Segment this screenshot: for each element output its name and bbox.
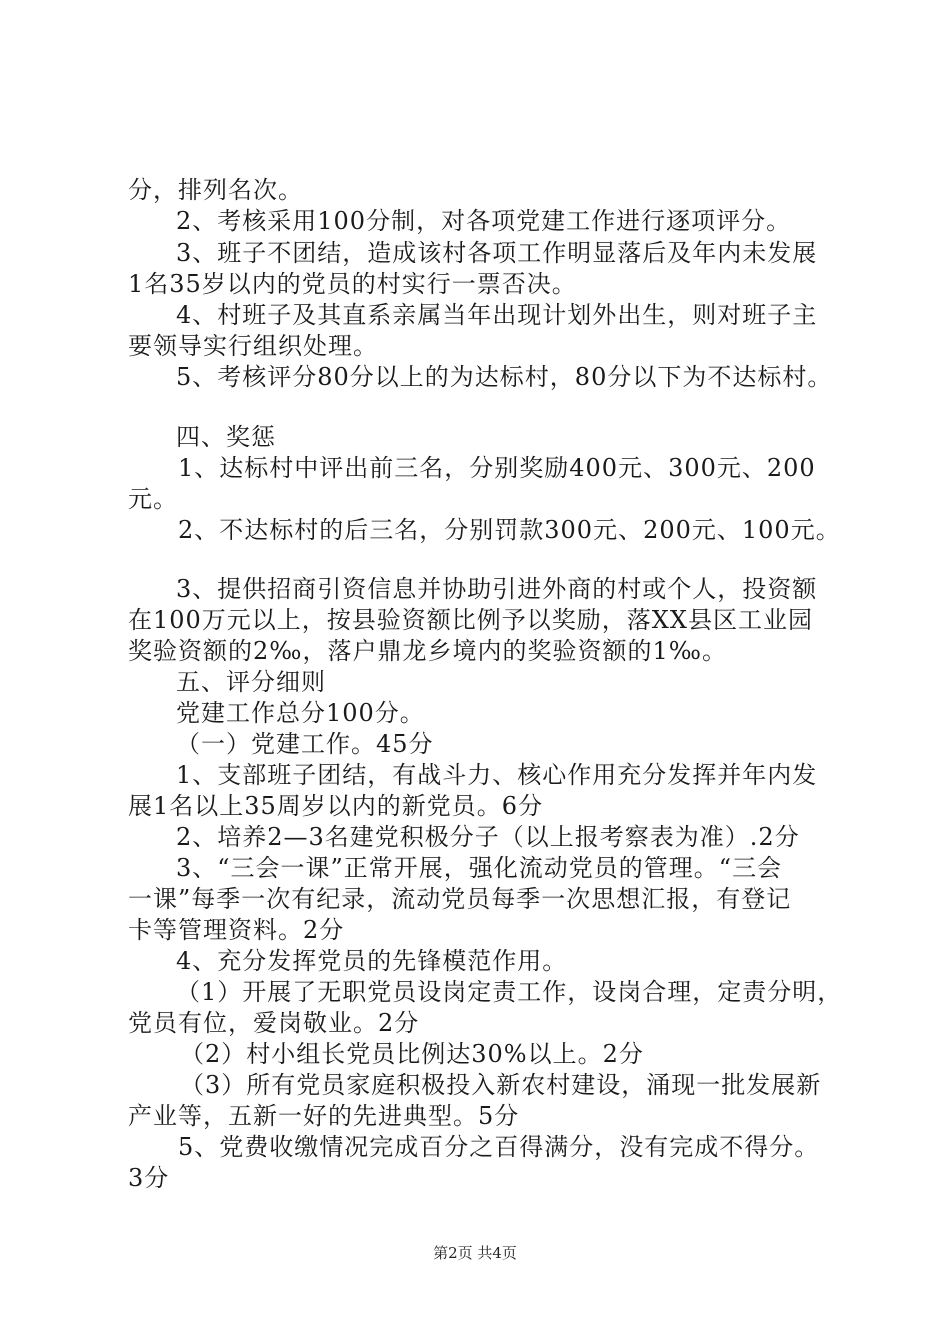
text-line: 党建工作总分100分。 [176, 699, 425, 727]
subsection-heading: （一）党建工作。45分 [176, 730, 434, 758]
text-line: 4、村班子及其直系亲属当年出现计划外出生，则对班子主 [176, 301, 818, 329]
text-line: 分，排列名次。 [128, 176, 303, 204]
text-line: 1、达标村中评出前三名，分别奖励400元、300元、200 [178, 454, 816, 482]
text-line: 要领导实行组织处理。 [128, 332, 378, 360]
text-line: 3分 [128, 1164, 170, 1192]
text-line: 1名35岁以内的党员的村实行一票否决。 [128, 270, 577, 298]
text-line: 5、考核评分80分以上的为达标村，80分以下为不达标村。 [176, 363, 833, 391]
text-line: 3、班子不团结，造成该村各项工作明显落后及年内未发展 [176, 239, 818, 267]
text-line: 2、培养2—3名建党积极分子（以上报考察表为准）.2分 [176, 823, 800, 851]
page-footer: 第2页 共4页 [433, 1244, 517, 1262]
section-heading: 五、评分细则 [176, 668, 326, 696]
text-line: 卡等管理资料。2分 [128, 916, 345, 944]
text-line: （2）村小组长党员比例达30%以上。2分 [180, 1040, 644, 1068]
text-line: 3、“三会一课”正常开展，强化流动党员的管理。“三会 [176, 854, 783, 882]
text-line: 产业等，五新一好的先进典型。5分 [128, 1102, 520, 1130]
section-heading: 四、奖惩 [176, 423, 276, 451]
text-line: 3、提供招商引资信息并协助引进外商的村或个人，投资额 [176, 575, 818, 603]
text-line: 2、考核采用100分制，对各项党建工作进行逐项评分。 [176, 207, 792, 235]
text-line: 展1名以上35周岁以内的新党员。6分 [128, 792, 544, 820]
text-line: 奖验资额的2‰，落户鼎龙乡境内的奖验资额的1‰。 [128, 637, 727, 665]
text-line: 4、充分发挥党员的先锋模范作用。 [176, 947, 568, 975]
text-line: 元。 [128, 485, 178, 513]
text-line: 5、党费收缴情况完成百分之百得满分，没有完成不得分。 [178, 1133, 820, 1161]
text-line: 2、不达标村的后三名，分别罚款300元、200元、100元。 [178, 516, 841, 544]
text-line: 党员有位，爱岗敬业。2分 [128, 1009, 420, 1037]
text-line: （3）所有党员家庭积极投入新农村建设，涌现一批发展新 [180, 1071, 822, 1099]
text-line: （1）开展了无职党员设岗定责工作，设岗合理，定责分明， [176, 978, 843, 1006]
text-line: 一课”每季一次有纪录，流动党员每季一次思想汇报，有登记 [128, 885, 792, 913]
text-line: 1、支部班子团结，有战斗力、核心作用充分发挥并年内发 [176, 761, 818, 789]
text-line: 在100万元以上，按县验资额比例予以奖励，落XX县区工业园 [128, 606, 813, 634]
